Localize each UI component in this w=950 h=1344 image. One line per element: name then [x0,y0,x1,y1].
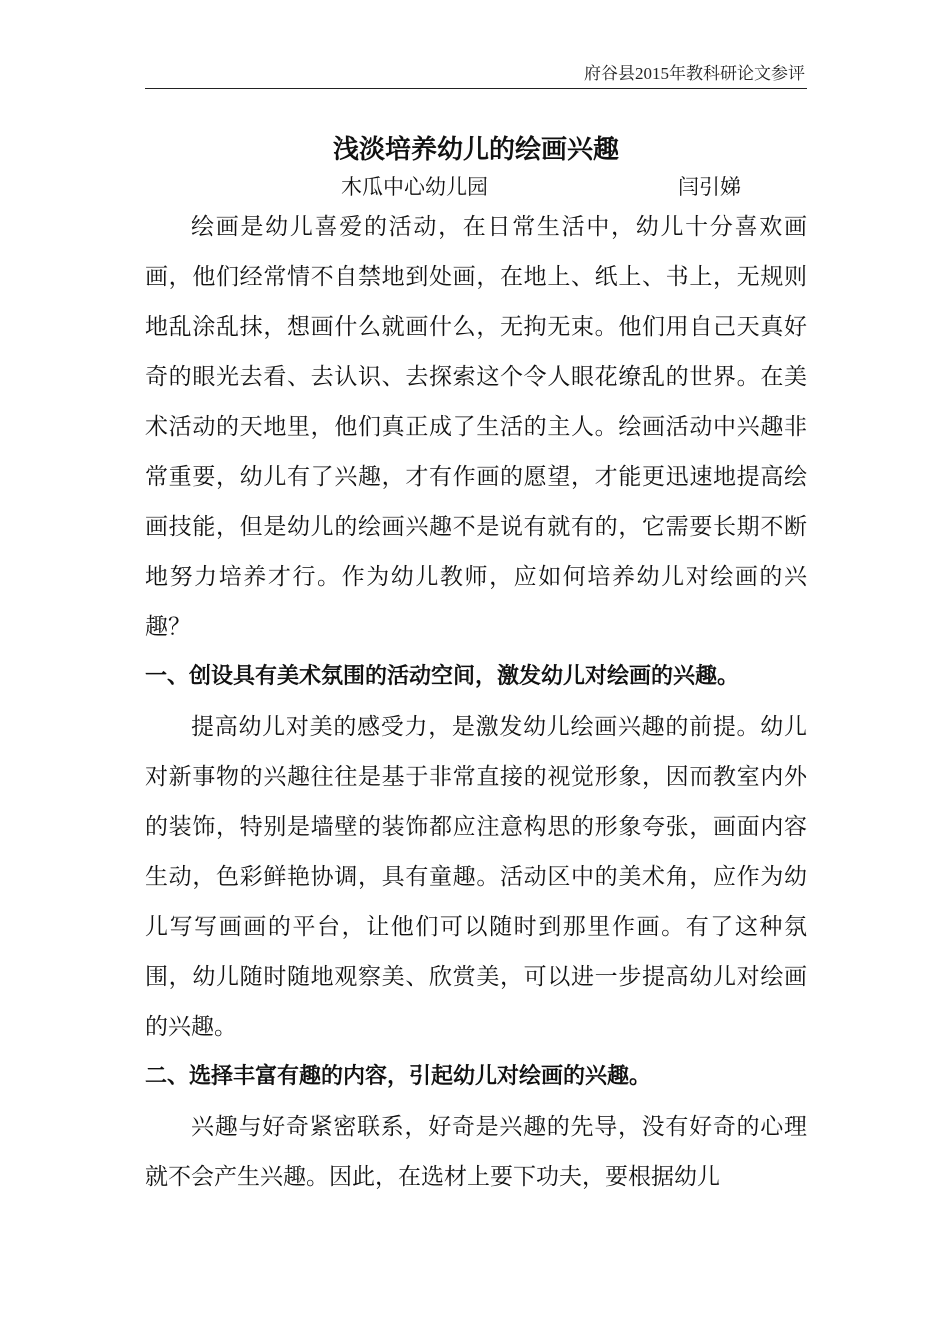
article-body [145,202,807,1202]
header-rule [145,88,807,89]
page-header: 府谷县2015年教科研论文参评 [584,64,805,83]
author-organization: 木瓜中心幼儿园 [341,175,488,199]
author-name: 闫引娣 [678,175,741,199]
section-heading-2: 二、选择丰富有趣的内容，引起幼儿对绘画的兴趣。 [145,1064,652,1089]
paragraph-section-1: 提高幼儿对美的感受力，是激发幼儿绘画兴趣的前提。幼儿对新事物的兴趣往往是基于非常直接的视觉形象，因而教室内外的装饰，特别是墙壁的装饰都应注意构思的形象夸张，画面内容生动，色彩鲜艳协调，具有童趣。活动区中的美术角，应作为幼儿写写画画的平台，让他们可以随时到那里作画。有了这种氛围，幼儿随时随地观察美、欣赏美，可以进一步提高幼儿对绘画的兴趣。 [145,714,807,1040]
paragraph-intro: 绘画是幼儿喜爱的活动，在日常生活中，幼儿十分喜欢画画，他们经常情不自禁地到处画，在地上、纸上、书上，无规则地乱涂乱抹，想画什么就画什么，无拘无束。他们用自己天真好奇的眼光去看、去认识、去探索这个令人眼花缭乱的世界。在美术活动的天地里，他们真正成了生活的主人。绘画活动中兴趣非常重要，幼儿有了兴趣，才有作画的愿望，才能更迅速地提高绘画技能，但是幼儿的绘画兴趣不是说有就有的，它需要长期不断地努力培养才行。作为幼儿教师，应如何培养幼儿对绘画的兴趣？ [145,214,807,640]
paragraph-section-2: 兴趣与好奇紧密联系，好奇是兴趣的先导，没有好奇的心理就不会产生兴趣。因此，在选材上要下功夫，要根据幼儿 [145,1114,807,1190]
article-title: 浅淡培养幼儿的绘画兴趣 [332,135,619,165]
section-heading-1: 一、创设具有美术氛围的活动空间，激发幼儿对绘画的兴趣。 [145,664,740,689]
